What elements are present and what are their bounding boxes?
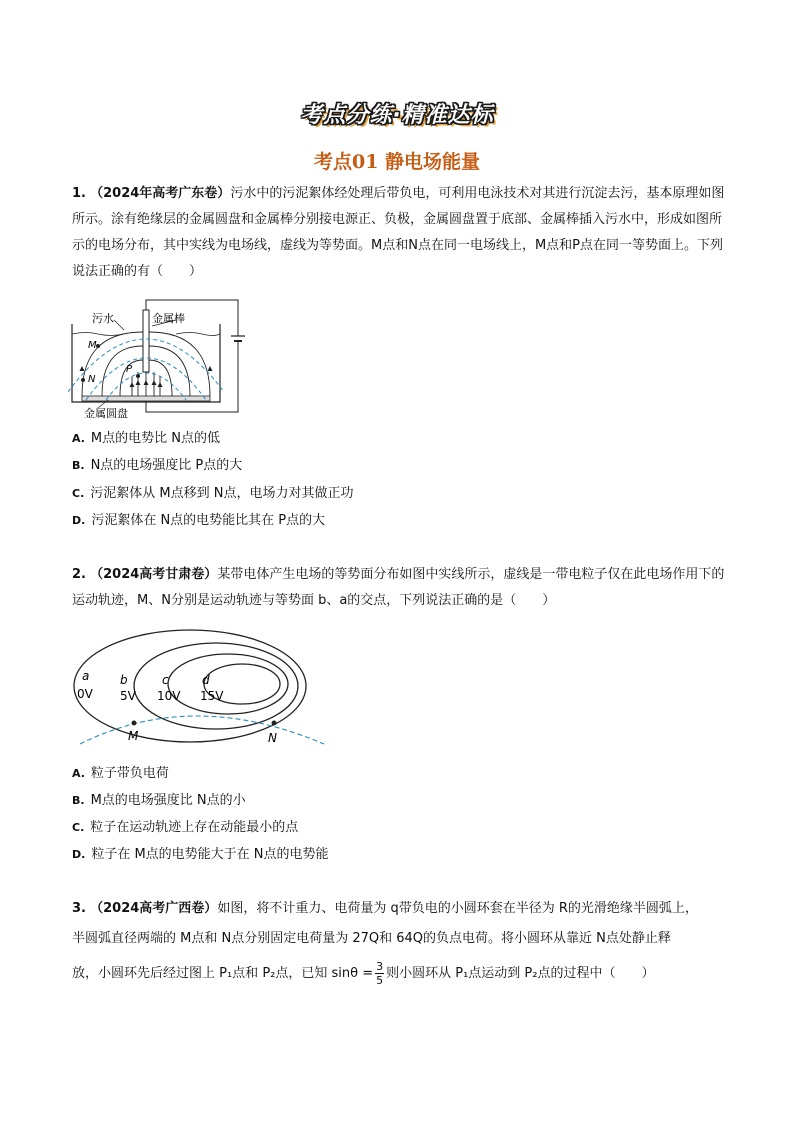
option-text: 污泥絮体在 N点的电势能比其在 P点的大 <box>91 513 326 528</box>
question-source: （2024年高考广东卷） <box>90 186 231 201</box>
ring-b-letter: b <box>120 673 128 687</box>
question-text: 放，小圆环先后经过图上 P₁点和 P₂点，已知 sinθ = <box>72 966 374 981</box>
option-label: A. <box>72 767 85 780</box>
option-text: M点的电势比 N点的低 <box>90 431 220 446</box>
label-rod: 金属棒 <box>152 312 185 325</box>
point-P: P <box>126 364 133 375</box>
section-title: 考点01 静电场能量 <box>313 151 481 173</box>
label-disk: 金属圆盘 <box>84 407 128 420</box>
question-3-line-3 <box>72 960 727 987</box>
option-label: B. <box>72 459 85 472</box>
option-text: 粒子在运动轨迹上存在动能最小的点 <box>90 820 299 835</box>
option-label: B. <box>72 794 85 807</box>
question-3 <box>72 896 727 987</box>
question-stem: 污水中的污泥絮体经处理后带负电，可利用电泳技术对其进行沉淀去污，基本原理如图所示。涂有绝缘层的金属圆盘和金属棒分别接电源正、负极，金属圆盘置于底部、金属棒插入污水中，形成如图所示的电场分布，其中实线为电场线，虚线为等势面。M点和N点在同一电场线上，M点和P点在同一等势面上。下列说法正确的有（ ） <box>72 186 725 279</box>
question-number: 2. <box>72 567 86 582</box>
option-1B[interactable] <box>72 456 242 476</box>
question-3-line-1 <box>72 896 727 922</box>
question-number: 1. <box>72 186 86 201</box>
option-text: N点的电场强度比 P点的大 <box>90 458 243 473</box>
ring-a-letter: a <box>82 669 90 683</box>
option-1A[interactable] <box>72 429 220 449</box>
fraction <box>375 960 384 987</box>
option-label: D. <box>72 848 86 861</box>
question-1 <box>72 181 727 285</box>
option-label: D. <box>72 514 86 527</box>
option-label: A. <box>72 432 85 445</box>
option-2D[interactable] <box>72 845 329 865</box>
option-2A[interactable] <box>72 764 169 784</box>
point-M: M <box>128 729 139 743</box>
option-label: C. <box>72 487 85 500</box>
point-N: N <box>88 374 96 385</box>
question-3-line-2: 半圆弧直径两端的 M点和 N点分别固定电荷量为 27Q和 64Q的负点电荷。将小圆环从靠近 N点处静止释 <box>72 931 671 946</box>
ring-d-value: 15V <box>200 689 224 703</box>
question-source: （2024高考广西卷） <box>90 901 218 916</box>
point-M: M <box>88 340 97 351</box>
banner-title: 考点分练·精准达标 <box>300 103 494 128</box>
ring-c-value: 10V <box>157 689 181 703</box>
option-label: C. <box>72 821 85 834</box>
question-number: 3. <box>72 901 86 916</box>
ring-b-value: 5V <box>120 689 136 703</box>
ring-a-value: 0V <box>77 687 93 701</box>
option-1C[interactable] <box>72 484 353 504</box>
question-source: （2024高考甘肃卷） <box>90 567 218 582</box>
fraction-denominator: 5 <box>376 974 384 987</box>
option-text: 污泥絮体从 M点移到 N点，电场力对其做正功 <box>90 486 354 501</box>
point-N: N <box>268 731 277 745</box>
question-text: 如图，将不计重力、电荷量为 q带负电的小圆环套在半径为 R的光滑绝缘半圆弧上， <box>217 901 698 916</box>
ring-c-letter: c <box>162 673 169 687</box>
option-text: 粒子在 M点的电势能大于在 N点的电势能 <box>91 847 329 862</box>
question-stem: 某带电体产生电场的等势面分布如图中实线所示，虚线是一带电粒子仅在此电场作用下的运动轨迹，M、N分别是运动轨迹与等势面 b、a的交点，下列说法正确的是（ ） <box>72 567 725 608</box>
option-2C[interactable] <box>72 818 298 838</box>
ring-d-letter: d <box>202 673 210 687</box>
label-water: 污水 <box>92 312 114 325</box>
question-text: 则小圆环从 P₁点运动到 P₂点的过程中（ ） <box>386 966 655 981</box>
option-1D[interactable] <box>72 511 325 531</box>
figure-equipotential <box>72 628 328 752</box>
option-text: M点的电场强度比 N点的小 <box>90 793 246 808</box>
question-2 <box>72 562 727 614</box>
figure-electrophoresis <box>68 296 258 420</box>
option-2B[interactable] <box>72 791 246 811</box>
fraction-numerator: 3 <box>376 960 384 973</box>
option-text: 粒子带负电荷 <box>90 766 169 781</box>
